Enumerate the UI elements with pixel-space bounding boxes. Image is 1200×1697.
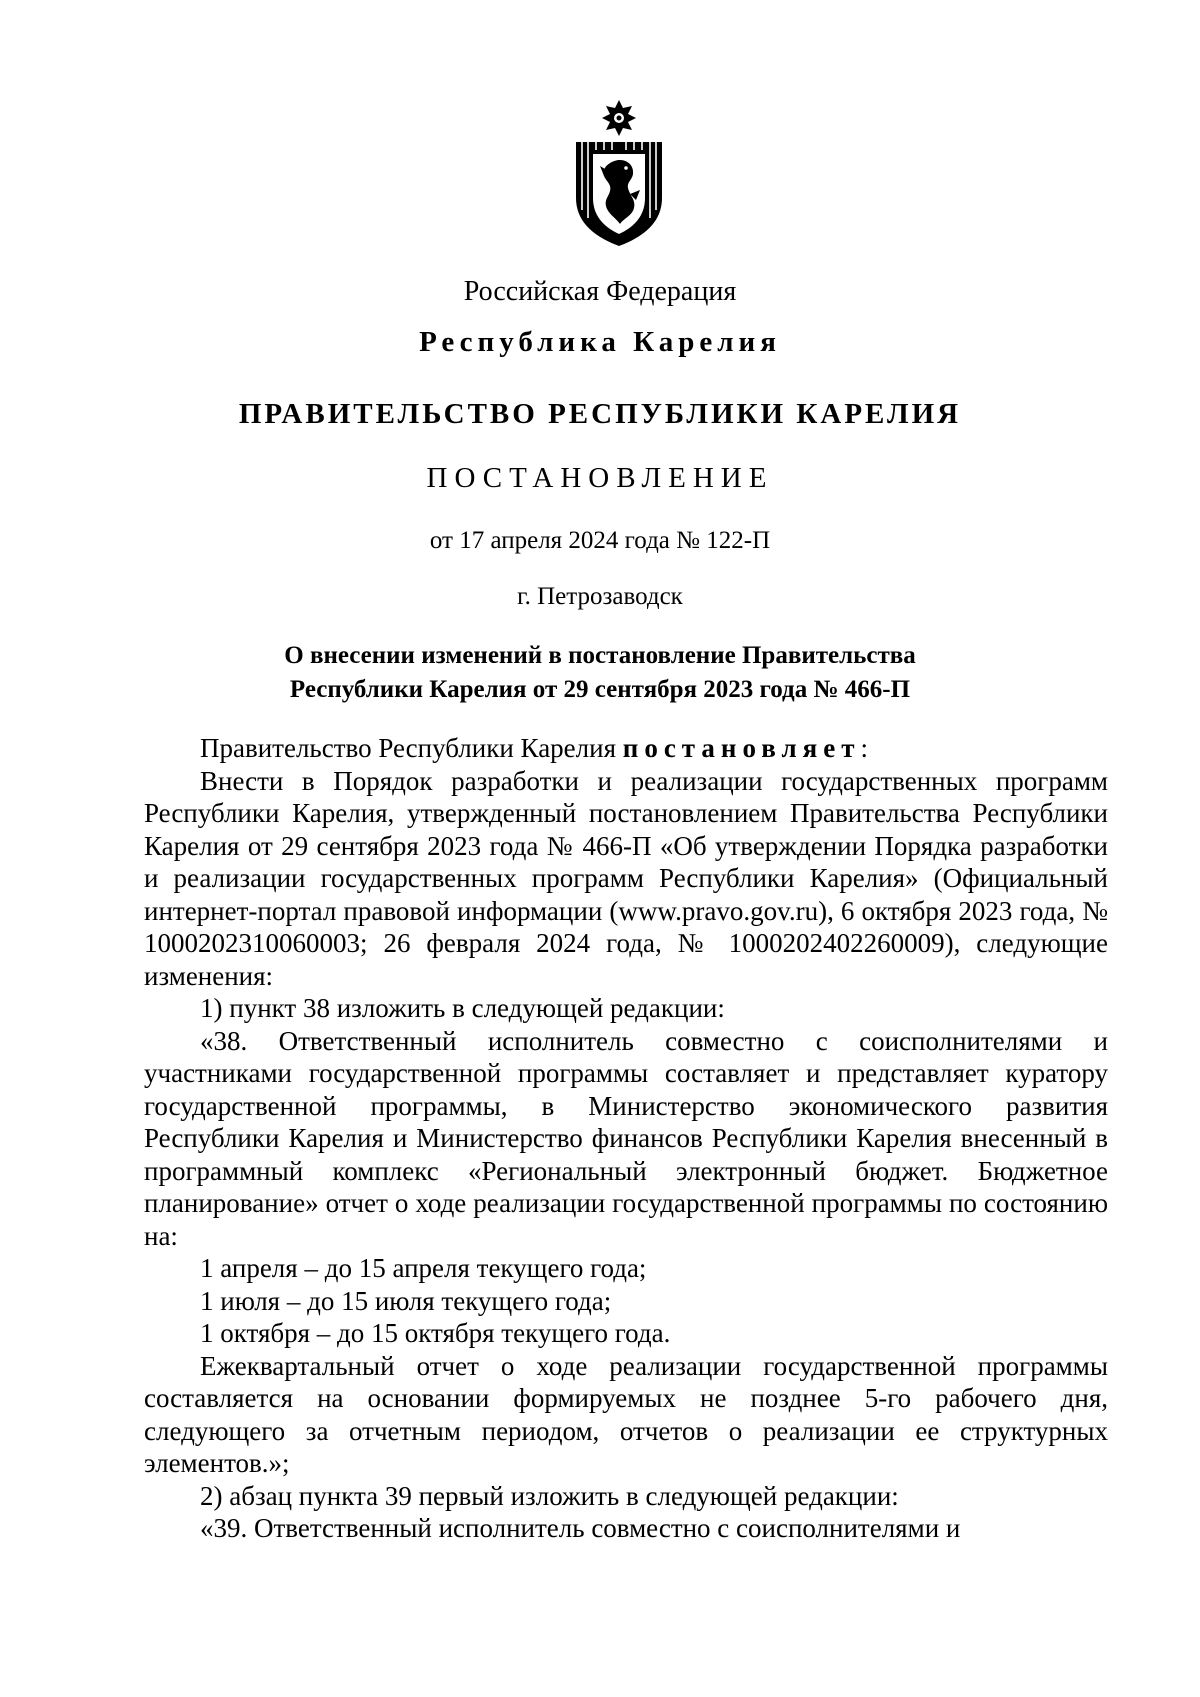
document-title — [0, 639, 1200, 707]
document-title-line-1: О внесении изменений в постановление Правительства — [284, 642, 916, 669]
government-name: ПРАВИТЕЛЬСТВО РЕСПУБЛИКИ КАРЕЛИЯ — [238, 398, 962, 430]
body-intro — [144, 732, 1108, 765]
intro-verb: постановляет — [622, 733, 861, 763]
intro-prefix: Правительство Республики Карелия — [200, 733, 617, 763]
body-paragraph-4: 1 апреля – до 15 апреля текущего года; — [200, 1253, 647, 1283]
body-paragraph-2: 1) пункт 38 изложить в следующей редакции: — [200, 993, 725, 1023]
body-paragraph-1: Внести в Порядок разработки и реализации государственных программ Республики Карелия, утвержденный постановлением Правительства Республики Карелия от 29 сентября 2023 года № 466-П «Об утверждении Порядка разработки и реализации государственных программ Республики Карелия» (Официальный интернет-портал правовой информации (www.pravo.gov.ru), 6 октября 2023 года, № 1000202310060003; 26 февраля 2024 года, № 1000202402260009), следующие изменения: — [144, 765, 1108, 991]
body-paragraph-8: 2) абзац пункта 39 первый изложить в следующей редакции: — [200, 1480, 899, 1511]
document-date-number: от 17 апреля 2024 года № 122-П — [429, 527, 771, 554]
document-type: ПОСТАНОВЛЕНИЕ — [426, 462, 774, 494]
country-name: Российская Федерация — [463, 276, 737, 307]
document-city: г. Петрозаводск — [517, 583, 683, 610]
body-paragraph-7: Ежеквартальный отчет о ходе реализации государственной программы составляется на основании формируемых не позднее 5-го рабочего дня, следующего за отчетным периодом, отчетов о реализации ее структурных элементов.»; — [144, 1350, 1108, 1478]
body-paragraph-9: «39. Ответственный исполнитель совместно с соисполнителями и — [200, 1513, 961, 1543]
intro-suffix: : — [860, 733, 869, 763]
body-paragraph-6: 1 октября – до 15 октября текущего года. — [200, 1318, 671, 1348]
republic-name: Республика Карелия — [419, 326, 781, 358]
document-body — [144, 732, 1108, 1545]
document-title-line-2: Республики Карелия от 29 сентября 2023 года № 466-П — [289, 676, 911, 703]
karelia-coat-of-arms-icon — [570, 98, 668, 248]
body-paragraph-3: «38. Ответственный исполнитель совместно с соисполнителями и участниками государственной программы составляет и представляет куратору государственной программы, в Министерство экономического развития Республики Карелия и Министерство финансов Республики Карелия внесенный в программный комплекс «Региональный электронный бюджет. Бюджетное планирование» отчет о ходе реализации государственной программы по состоянию на: — [144, 1025, 1108, 1251]
body-paragraph-5: 1 июля – до 15 июля текущего года; — [200, 1285, 612, 1316]
